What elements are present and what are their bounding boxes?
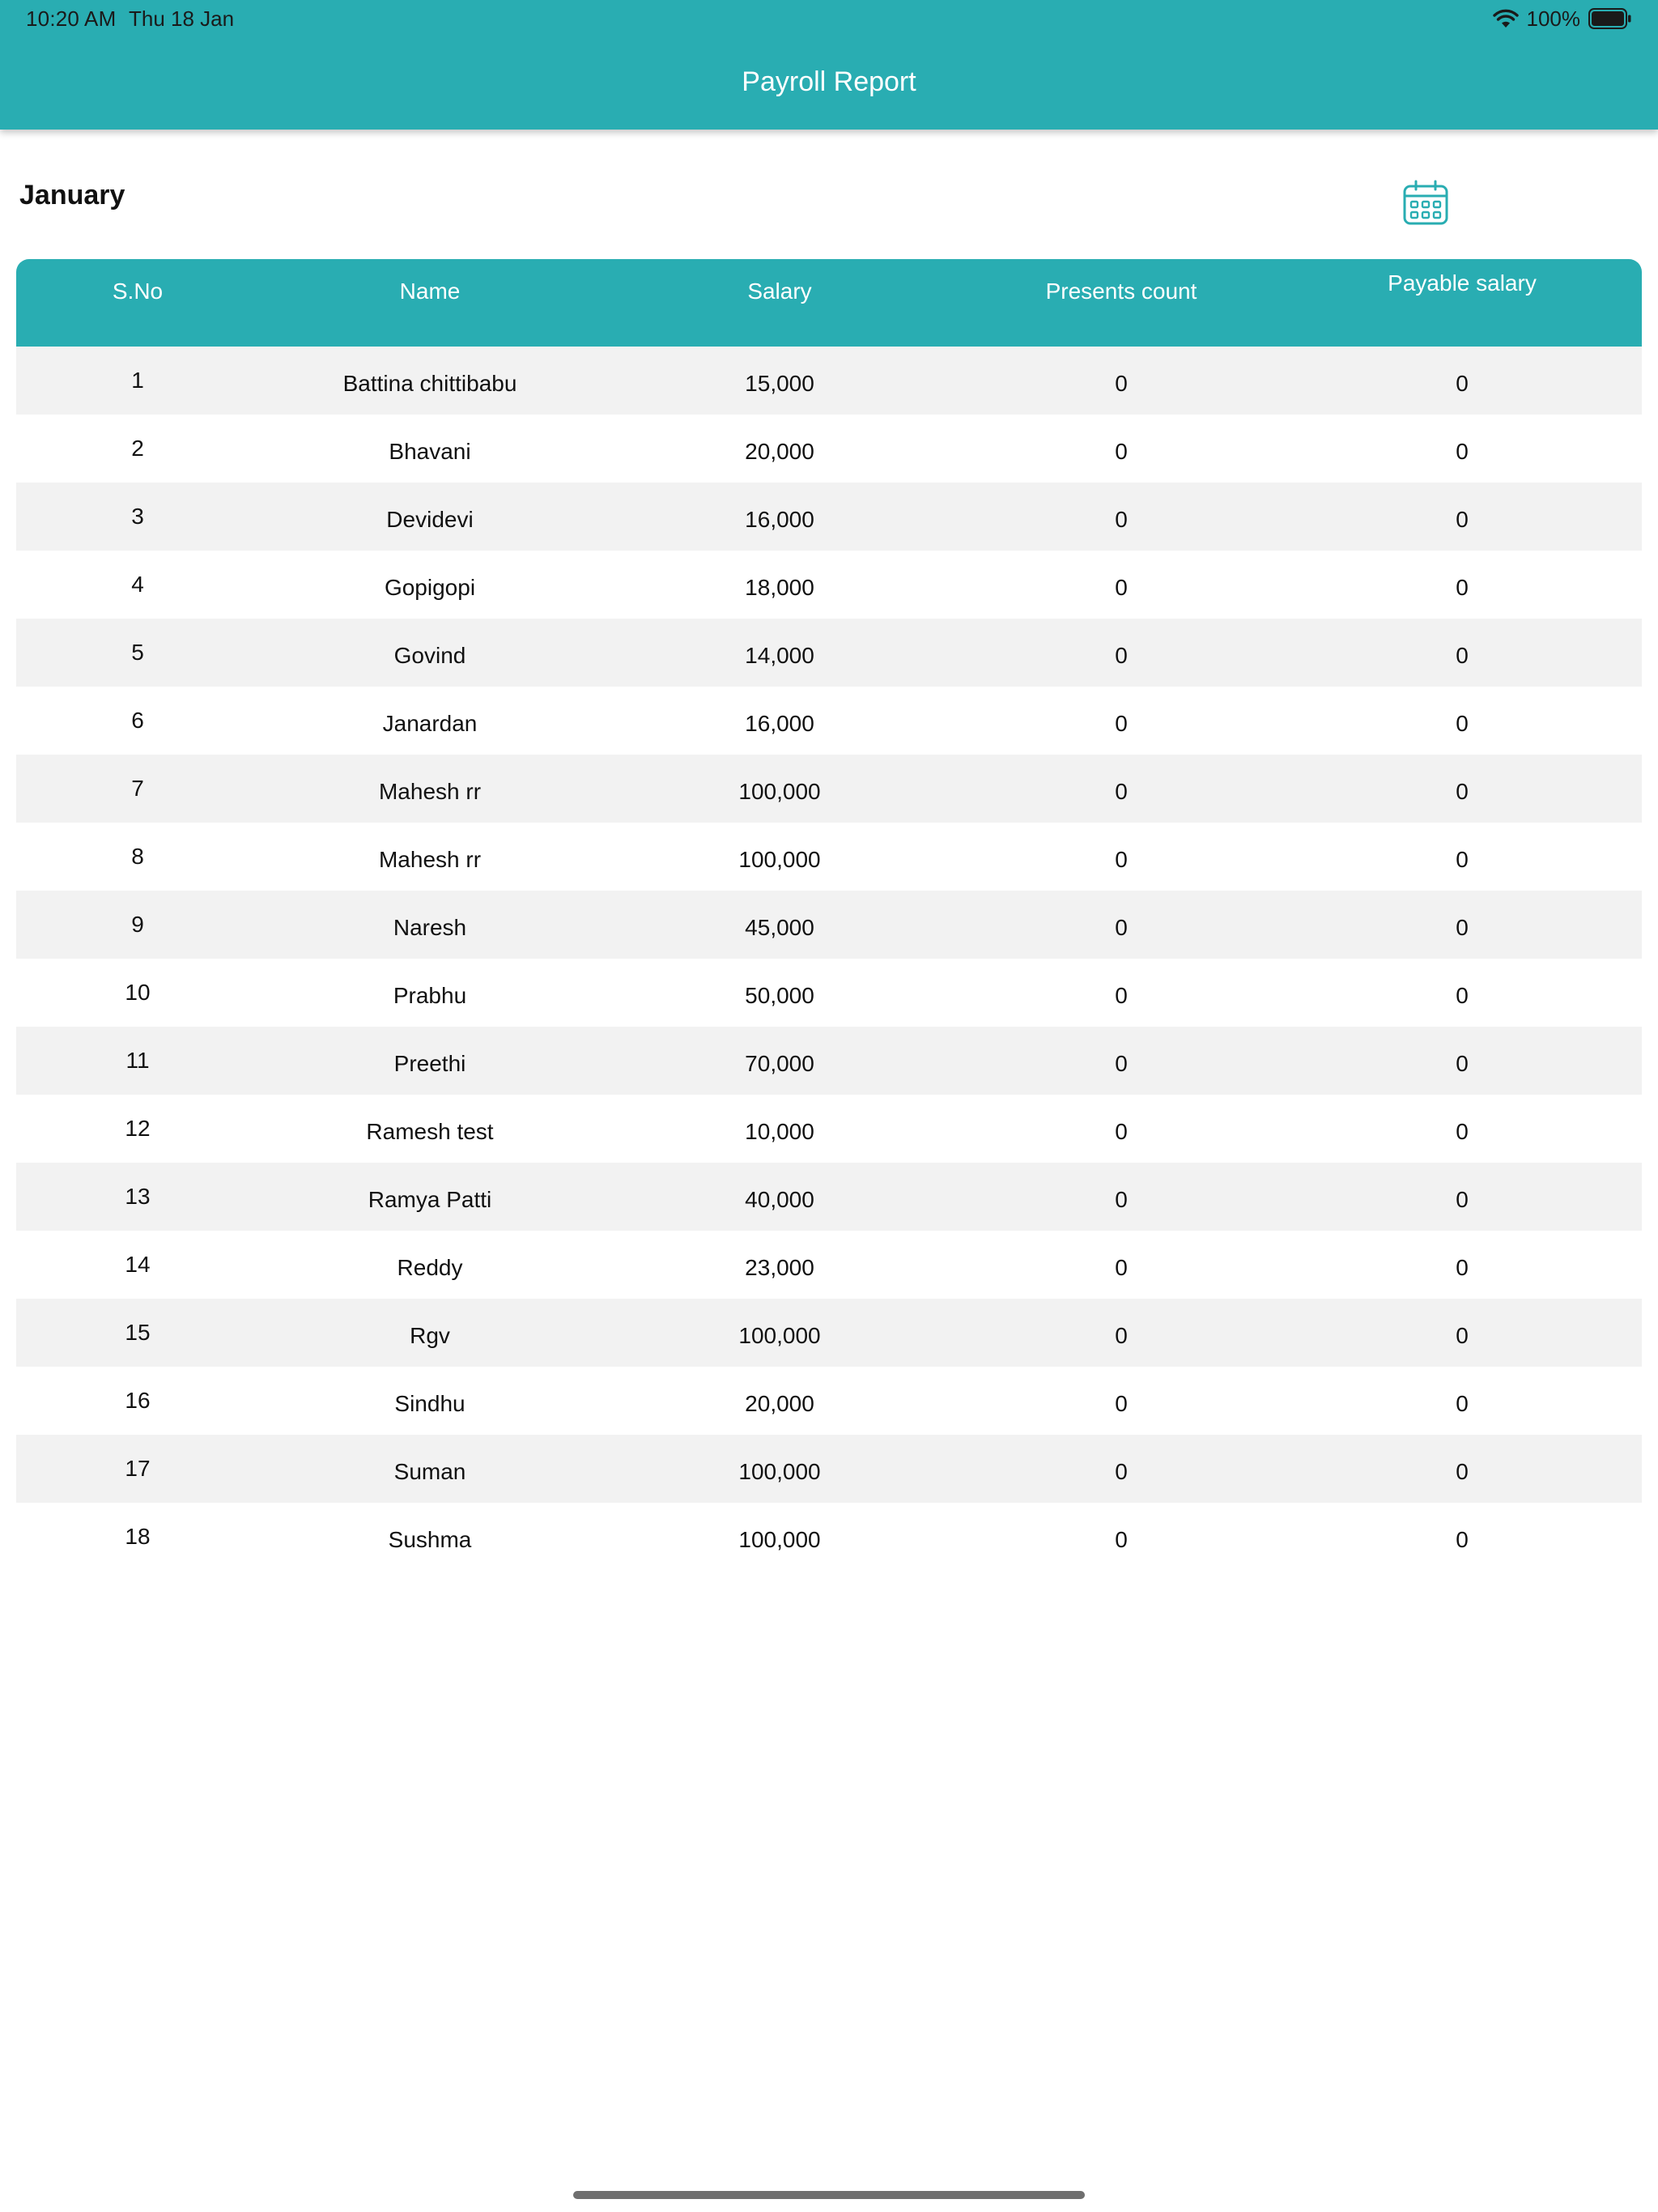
calendar-icon[interactable] bbox=[1401, 178, 1450, 227]
cell-payable-salary: 0 bbox=[1456, 575, 1469, 600]
cell-presents-count: 0 bbox=[1115, 507, 1128, 532]
table-row bbox=[16, 1503, 1642, 1571]
cell-presents-count: 0 bbox=[1115, 1119, 1128, 1144]
cell-name: Janardan bbox=[382, 711, 478, 736]
cell-presents-count: 0 bbox=[1115, 1187, 1128, 1212]
column-header-name: Name bbox=[399, 279, 461, 304]
app-bar bbox=[0, 0, 1658, 130]
table-row bbox=[16, 959, 1642, 1027]
cell-payable-salary: 0 bbox=[1456, 1119, 1469, 1144]
cell-salary: 100,000 bbox=[738, 1459, 821, 1484]
page-title: Payroll Report bbox=[742, 66, 916, 97]
cell-salary: 14,000 bbox=[745, 643, 814, 668]
cell-sno: 2 bbox=[131, 436, 144, 461]
cell-presents-count: 0 bbox=[1115, 643, 1128, 668]
cell-presents-count: 0 bbox=[1115, 711, 1128, 736]
cell-presents-count: 0 bbox=[1115, 1459, 1128, 1484]
cell-salary: 10,000 bbox=[745, 1119, 814, 1144]
cell-salary: 20,000 bbox=[745, 1391, 814, 1416]
cell-sno: 9 bbox=[131, 912, 144, 937]
cell-name: Suman bbox=[393, 1459, 466, 1484]
column-header-salary: Salary bbox=[747, 279, 812, 304]
table-row bbox=[16, 1095, 1642, 1163]
cell-name: Rgv bbox=[410, 1323, 450, 1348]
cell-payable-salary: 0 bbox=[1456, 915, 1469, 940]
table-row bbox=[16, 1231, 1642, 1299]
cell-sno: 5 bbox=[131, 640, 144, 665]
table-row bbox=[16, 1027, 1642, 1095]
cell-name: Bhavani bbox=[389, 439, 471, 464]
cell-sno: 18 bbox=[125, 1524, 151, 1549]
cell-name: Ramya Patti bbox=[368, 1187, 492, 1212]
cell-name: Devidevi bbox=[386, 507, 474, 532]
cell-payable-salary: 0 bbox=[1456, 1051, 1469, 1076]
cell-payable-salary: 0 bbox=[1456, 847, 1469, 872]
payroll-table bbox=[16, 259, 1642, 1571]
cell-salary: 50,000 bbox=[745, 983, 814, 1008]
cell-sno: 3 bbox=[131, 504, 144, 529]
cell-name: Battina chittibabu bbox=[342, 371, 517, 396]
cell-sno: 15 bbox=[125, 1320, 151, 1345]
table-header bbox=[16, 259, 1642, 347]
table-row bbox=[16, 1367, 1642, 1435]
cell-salary: 45,000 bbox=[745, 915, 814, 940]
cell-payable-salary: 0 bbox=[1456, 1391, 1469, 1416]
cell-salary: 100,000 bbox=[738, 779, 821, 804]
table-row bbox=[16, 1435, 1642, 1503]
cell-name: Ramesh test bbox=[366, 1119, 494, 1144]
cell-payable-salary: 0 bbox=[1456, 1527, 1469, 1552]
cell-payable-salary: 0 bbox=[1456, 371, 1469, 396]
table-row bbox=[16, 551, 1642, 619]
cell-presents-count: 0 bbox=[1115, 1323, 1128, 1348]
cell-name: Govind bbox=[393, 643, 466, 668]
home-indicator bbox=[573, 2191, 1085, 2199]
table-row bbox=[16, 1299, 1642, 1367]
cell-salary: 20,000 bbox=[745, 439, 814, 464]
column-header-presents-count: Presents count bbox=[1045, 279, 1197, 304]
table-row bbox=[16, 619, 1642, 687]
cell-payable-salary: 0 bbox=[1456, 1323, 1469, 1348]
cell-salary: 16,000 bbox=[745, 507, 814, 532]
table-row bbox=[16, 891, 1642, 959]
column-header-payable-salary: Payable salary bbox=[1388, 270, 1537, 296]
cell-sno: 16 bbox=[125, 1388, 151, 1413]
cell-salary: 18,000 bbox=[745, 575, 814, 600]
wifi-icon bbox=[1493, 8, 1519, 29]
cell-presents-count: 0 bbox=[1115, 439, 1128, 464]
table-row bbox=[16, 755, 1642, 823]
cell-presents-count: 0 bbox=[1115, 1255, 1128, 1280]
cell-payable-salary: 0 bbox=[1456, 1187, 1469, 1212]
cell-payable-salary: 0 bbox=[1456, 983, 1469, 1008]
cell-salary: 100,000 bbox=[738, 847, 821, 872]
cell-presents-count: 0 bbox=[1115, 1051, 1128, 1076]
cell-salary: 40,000 bbox=[745, 1187, 814, 1212]
cell-salary: 100,000 bbox=[738, 1527, 821, 1552]
cell-name: Reddy bbox=[397, 1255, 463, 1280]
cell-sno: 6 bbox=[131, 708, 144, 733]
cell-salary: 15,000 bbox=[745, 371, 814, 396]
cell-sno: 7 bbox=[131, 776, 144, 801]
cell-presents-count: 0 bbox=[1115, 915, 1128, 940]
cell-sno: 14 bbox=[125, 1252, 151, 1277]
cell-presents-count: 0 bbox=[1115, 847, 1128, 872]
cell-salary: 100,000 bbox=[738, 1323, 821, 1348]
cell-sno: 11 bbox=[125, 1048, 150, 1073]
cell-name: Preethi bbox=[393, 1051, 466, 1076]
cell-payable-salary: 0 bbox=[1456, 439, 1469, 464]
table-row bbox=[16, 823, 1642, 891]
cell-salary: 70,000 bbox=[745, 1051, 814, 1076]
table-body bbox=[16, 347, 1642, 1571]
cell-payable-salary: 0 bbox=[1456, 711, 1469, 736]
cell-payable-salary: 0 bbox=[1456, 507, 1469, 532]
table-row bbox=[16, 1163, 1642, 1231]
table-row bbox=[16, 347, 1642, 415]
status-time: 10:20 AM bbox=[26, 6, 117, 31]
cell-presents-count: 0 bbox=[1115, 779, 1128, 804]
cell-salary: 23,000 bbox=[745, 1255, 814, 1280]
table-row bbox=[16, 415, 1642, 483]
cell-salary: 16,000 bbox=[745, 711, 814, 736]
cell-sno: 8 bbox=[131, 844, 144, 869]
cell-payable-salary: 0 bbox=[1456, 779, 1469, 804]
column-header-sno: S.No bbox=[112, 279, 164, 304]
cell-sno: 17 bbox=[125, 1456, 151, 1481]
cell-name: Sindhu bbox=[394, 1391, 466, 1416]
cell-sno: 10 bbox=[125, 980, 151, 1005]
cell-presents-count: 0 bbox=[1115, 1391, 1128, 1416]
cell-presents-count: 0 bbox=[1115, 1527, 1128, 1552]
battery-percentage: 100% bbox=[1526, 6, 1580, 31]
cell-name: Mahesh rr bbox=[378, 779, 482, 804]
status-date: Thu 18 Jan bbox=[129, 6, 235, 31]
cell-payable-salary: 0 bbox=[1456, 1255, 1469, 1280]
month-label: January bbox=[19, 180, 125, 211]
cell-name: Sushma bbox=[388, 1527, 472, 1552]
cell-name: Mahesh rr bbox=[378, 847, 482, 872]
cell-sno: 4 bbox=[131, 572, 144, 597]
cell-presents-count: 0 bbox=[1115, 575, 1128, 600]
cell-name: Gopigopi bbox=[384, 575, 476, 600]
cell-name: Prabhu bbox=[393, 983, 467, 1008]
battery-icon bbox=[1588, 8, 1632, 29]
cell-payable-salary: 0 bbox=[1456, 643, 1469, 668]
cell-sno: 13 bbox=[125, 1184, 151, 1209]
table-row bbox=[16, 687, 1642, 755]
cell-payable-salary: 0 bbox=[1456, 1459, 1469, 1484]
cell-sno: 12 bbox=[125, 1116, 151, 1141]
cell-presents-count: 0 bbox=[1115, 983, 1128, 1008]
status-indicators bbox=[1493, 5, 1633, 32]
cell-sno: 1 bbox=[131, 368, 144, 393]
cell-name: Naresh bbox=[393, 915, 467, 940]
cell-presents-count: 0 bbox=[1115, 371, 1128, 396]
table-row bbox=[16, 483, 1642, 551]
